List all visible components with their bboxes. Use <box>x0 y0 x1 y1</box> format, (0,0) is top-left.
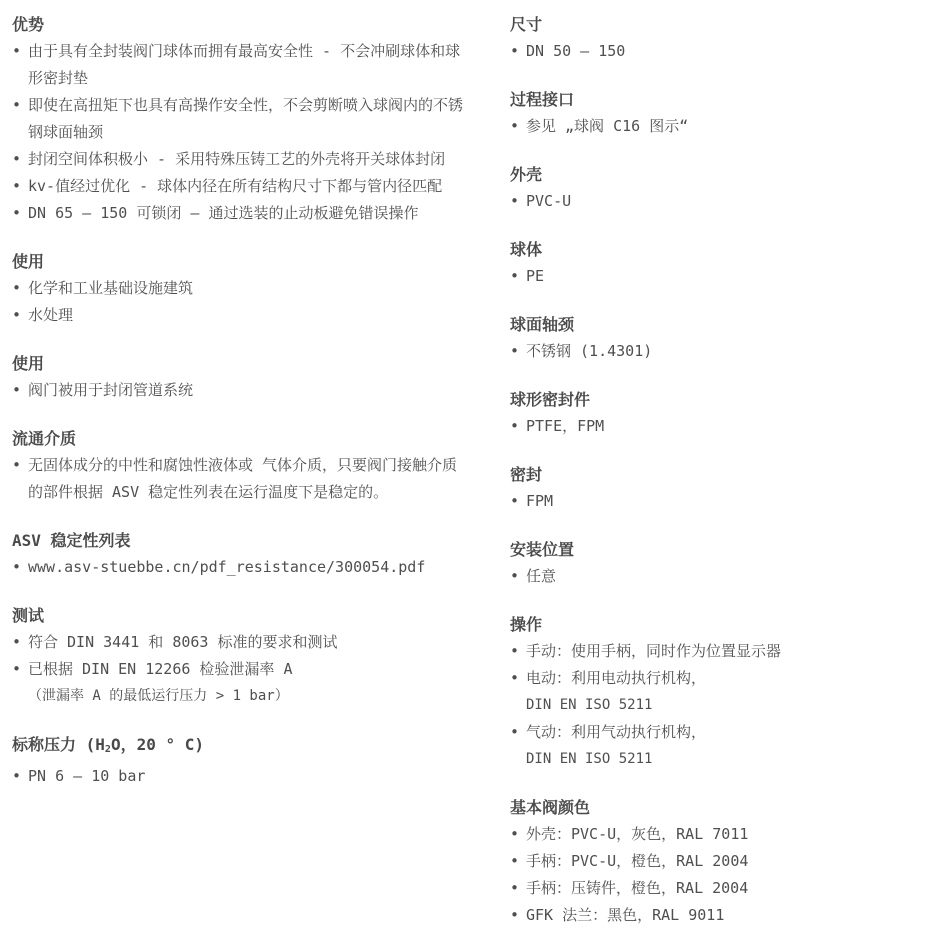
list-item: • 手柄：压铸件，橙色，RAL 2004 <box>510 875 930 902</box>
section-title: 球形密封件 <box>510 390 591 409</box>
section-asv-resistance <box>12 528 472 581</box>
list-item-line: 电动：利用电动执行机构， <box>526 669 707 687</box>
operation-list <box>510 638 930 773</box>
list-item: • 手柄：PVC-U，橙色，RAL 2004 <box>510 848 930 875</box>
section-title: 优势 <box>12 15 45 34</box>
list-item: • DN 50 – 150 <box>510 38 930 65</box>
journal-list <box>510 338 930 365</box>
resistance-link[interactable]: • www.asv-stuebbe.cn/pdf_resistance/300054.pdf <box>12 554 472 581</box>
section-ball-journal <box>510 312 930 365</box>
left-column <box>12 12 472 812</box>
list-item <box>12 656 472 710</box>
advantages-list <box>12 38 472 227</box>
connection-list <box>510 113 930 140</box>
list-item: • GFK 法兰：黑色，RAL 9011 <box>510 902 930 929</box>
section-ball <box>510 237 930 290</box>
list-item: • PVC-U <box>510 188 930 215</box>
colors-list <box>510 821 930 929</box>
list-item: • 不锈钢 (1.4301) <box>510 338 930 365</box>
section-title: 使用 <box>12 354 45 373</box>
section-title: 外壳 <box>510 165 543 184</box>
section-title: 操作 <box>510 615 543 634</box>
section-use-2 <box>12 351 472 404</box>
section-install-position <box>510 537 930 590</box>
list-item: • PN 6 – 10 bar <box>12 763 472 790</box>
section-title: 密封 <box>510 465 543 484</box>
section-size <box>510 12 930 65</box>
list-item-line: DIN EN ISO 5211 <box>526 697 653 713</box>
list-item-line: （泄漏率 A 的最低运行压力 > 1 bar） <box>28 688 289 704</box>
list-item <box>510 665 930 719</box>
list-item: • kv-值经过优化 - 球体内径在所有结构尺寸下都与管内径匹配 <box>12 173 472 200</box>
list-item-line: 已根据 DIN EN 12266 检验泄漏率 A <box>28 660 293 678</box>
list-item: • 化学和工业基础设施建筑 <box>12 275 472 302</box>
list-item: • 水处理 <box>12 302 472 329</box>
section-title: 尺寸 <box>510 15 543 34</box>
list-item-line: 气动：利用气动执行机构， <box>526 723 707 741</box>
title-part: 标称压力 (H <box>12 735 105 754</box>
section-housing <box>510 162 930 215</box>
right-column <box>510 12 930 951</box>
section-nominal-pressure <box>12 732 472 790</box>
list-item: • 阀门被用于封闭管道系统 <box>12 377 472 404</box>
list-item: • PE <box>510 263 930 290</box>
section-title: ASV 稳定性列表 <box>12 531 131 550</box>
list-item <box>510 719 930 773</box>
title-part: O，20 ° C) <box>110 735 205 754</box>
test-list <box>12 629 472 710</box>
section-operation <box>510 612 930 773</box>
asv-list <box>12 554 472 581</box>
list-item: • 即使在高扭矩下也具有高操作安全性，不会剪断喷入球阀内的不锈钢球面轴颈 <box>12 92 472 146</box>
seal-list <box>510 488 930 515</box>
list-item: • 手动：使用手柄，同时作为位置显示器 <box>510 638 930 665</box>
list-item: • 封闭空间体积极小 - 采用特殊压铸工艺的外壳将开关球体封闭 <box>12 146 472 173</box>
section-title: 流通介质 <box>12 429 77 448</box>
use-list <box>12 377 472 404</box>
section-title: 球面轴颈 <box>510 315 575 334</box>
section-use-1 <box>12 249 472 329</box>
list-item: • 外壳：PVC-U，灰色，RAL 7011 <box>510 821 930 848</box>
ball-seal-list <box>510 413 930 440</box>
section-seal <box>510 462 930 515</box>
list-item: • 无固体成分的中性和腐蚀性液体或 气体介质，只要阀门接触介质的部件根据 ASV 稳定性列表在运行温度下是稳定的。 <box>12 452 472 506</box>
section-base-colors <box>510 795 930 929</box>
list-item: • FPM <box>510 488 930 515</box>
section-title: 安装位置 <box>510 540 575 559</box>
media-list <box>12 452 472 506</box>
section-test <box>12 603 472 710</box>
housing-list <box>510 188 930 215</box>
list-item: • 由于具有全封装阀门球体而拥有最高安全性 - 不会冲刷球体和球形密封垫 <box>12 38 472 92</box>
title-subscript: 2 <box>104 744 111 755</box>
section-title: 基本阀颜色 <box>510 798 591 817</box>
section-title: 球体 <box>510 240 543 259</box>
ball-list <box>510 263 930 290</box>
position-list <box>510 563 930 590</box>
section-title: 使用 <box>12 252 45 271</box>
size-list <box>510 38 930 65</box>
list-item: • 符合 DIN 3441 和 8063 标准的要求和测试 <box>12 629 472 656</box>
section-media <box>12 426 472 506</box>
list-item: • 任意 <box>510 563 930 590</box>
list-item: • DN 65 – 150 可锁闭 – 通过选装的止动板避免错误操作 <box>12 200 472 227</box>
section-process-connection <box>510 87 930 140</box>
section-advantages <box>12 12 472 227</box>
section-ball-seal <box>510 387 930 440</box>
list-item: • 参见 „球阀 C16 图示“ <box>510 113 930 140</box>
pressure-list <box>12 763 472 790</box>
section-title: 测试 <box>12 606 45 625</box>
list-item-line: DIN EN ISO 5211 <box>526 751 653 767</box>
section-title: 过程接口 <box>510 90 575 109</box>
section-title <box>12 732 472 763</box>
list-item: • PTFE，FPM <box>510 413 930 440</box>
use-list <box>12 275 472 329</box>
